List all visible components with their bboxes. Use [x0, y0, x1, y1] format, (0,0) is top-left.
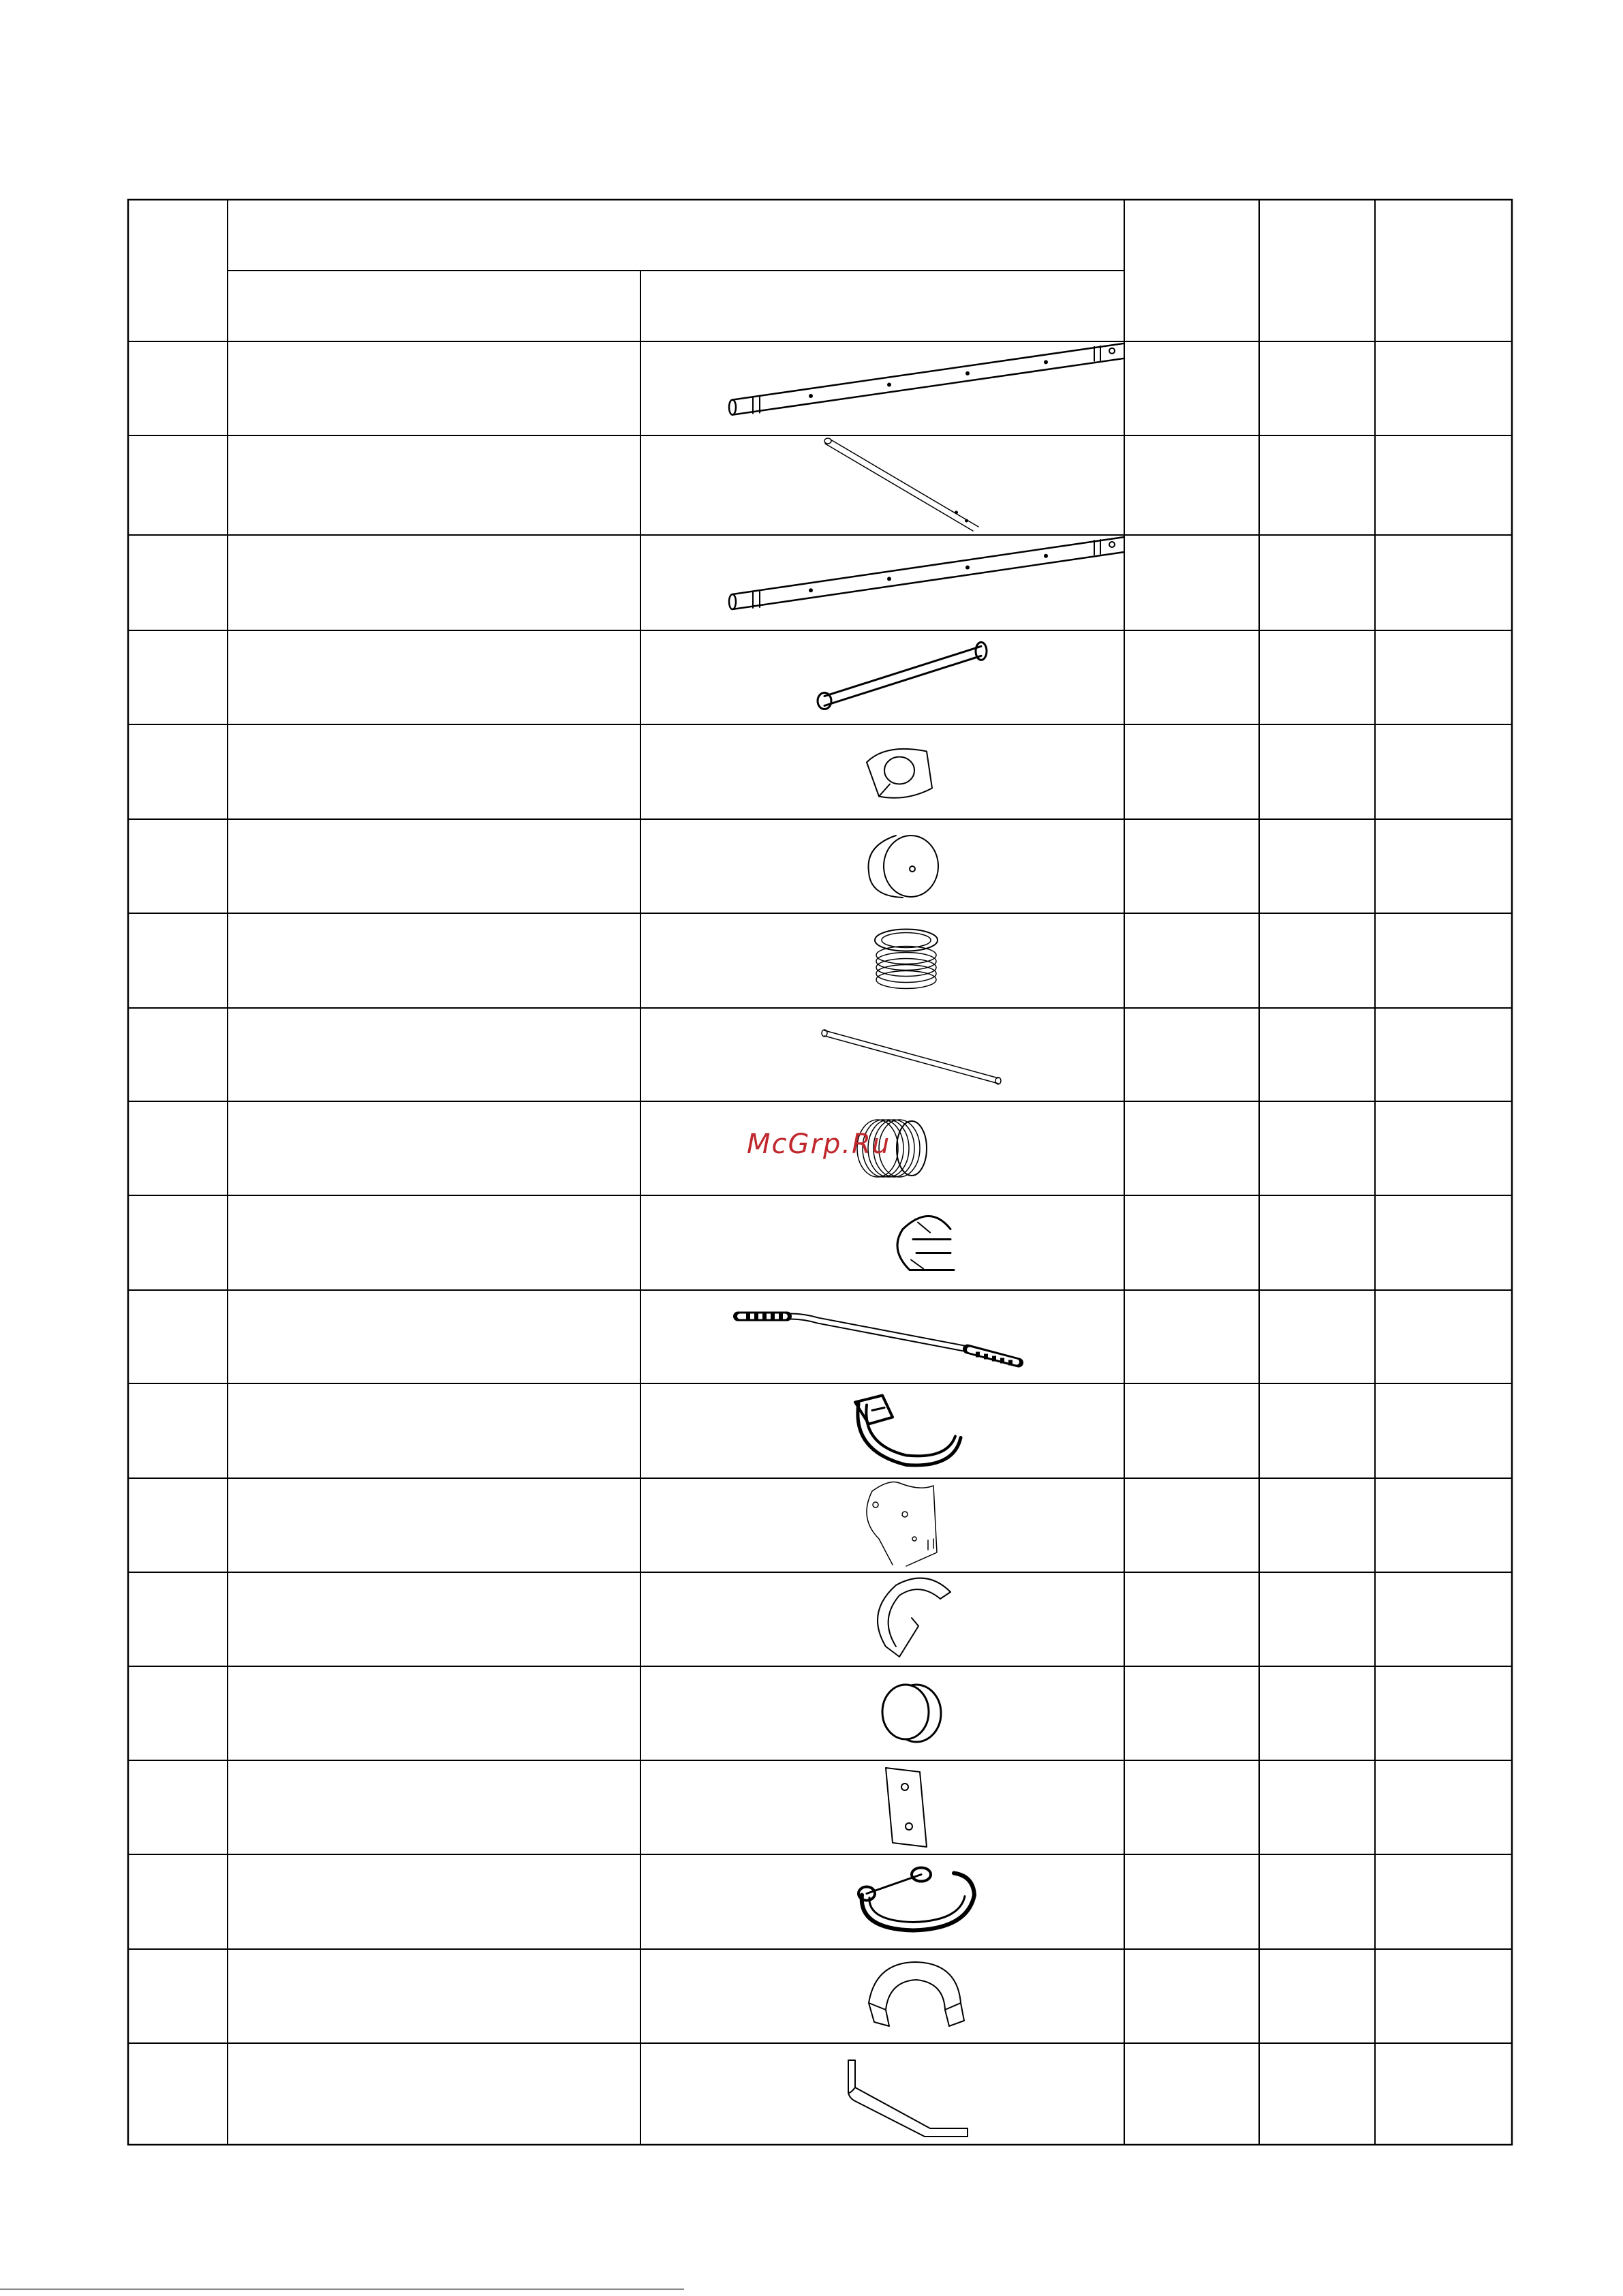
table-body: [729, 343, 1124, 2137]
allen-key-icon: [848, 2060, 968, 2137]
table-grid: [128, 200, 1512, 2145]
flat-plate-icon: [886, 1768, 927, 1847]
dome-cap-icon: [882, 1685, 941, 1742]
long-tube-icon: [729, 343, 1124, 415]
handlebar-icon: [738, 1314, 1019, 1366]
table-row: [818, 642, 987, 709]
table-row: [738, 1314, 1019, 1366]
table-row: [875, 930, 938, 989]
table-row: [729, 343, 1124, 415]
table-row: [878, 1578, 950, 1657]
saddle-clamp-icon: [869, 1962, 964, 2026]
table-row: [824, 438, 978, 531]
table-row: [859, 1868, 974, 1931]
table-row: [729, 537, 1124, 609]
watermark-text: McGrp.Ru: [747, 1129, 891, 1160]
ribbed-plug-icon: [875, 930, 938, 989]
table-row: [869, 1962, 964, 2026]
angled-end-cap-icon: [867, 749, 932, 798]
strap-band-icon: [859, 1868, 974, 1931]
thin-diagonal-tube-icon: [824, 438, 978, 531]
table-border: [128, 200, 1512, 2145]
short-bar-icon: [818, 642, 987, 709]
long-tube-icon: [729, 537, 1124, 609]
clip-bracket-icon: [897, 1216, 954, 1270]
tube-connector-icon: [867, 1482, 937, 1567]
curved-clamp-icon: [855, 1396, 961, 1466]
open-ring-clip-icon: [878, 1578, 950, 1657]
table-row: [822, 1030, 1001, 1084]
table-row: [882, 1685, 941, 1742]
table-row: [886, 1768, 927, 1847]
table-row: [848, 2060, 968, 2137]
table-row: [869, 836, 939, 898]
footer-rule: [0, 2289, 684, 2290]
round-end-cap-icon: [869, 836, 939, 898]
table-row: [855, 1396, 961, 1466]
table-row: [867, 1482, 937, 1567]
table-row: [897, 1216, 954, 1270]
thin-rod-icon: [822, 1030, 1001, 1084]
table-row: [867, 749, 932, 798]
